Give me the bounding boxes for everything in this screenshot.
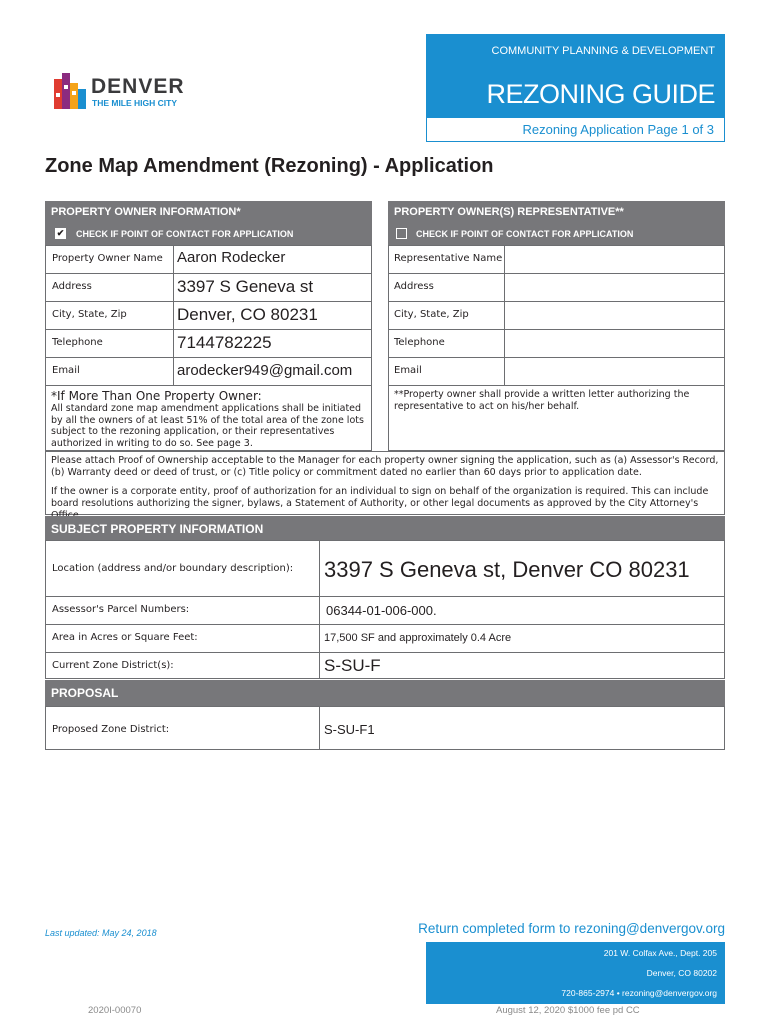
parcel-field[interactable]: 06344-01-006-000.: [326, 603, 437, 618]
rep-email-field[interactable]: [508, 361, 720, 381]
rep-city-field[interactable]: [508, 305, 720, 325]
owner-address-label: Address: [52, 281, 92, 292]
owner-name-label: Property Owner Name: [52, 253, 163, 264]
rep-address-field[interactable]: [508, 277, 720, 297]
proposed-zone-label: Proposed Zone District:: [52, 724, 170, 735]
rep-header: [388, 201, 725, 245]
owner-city-field[interactable]: Denver, CO 80231: [177, 305, 318, 324]
rep-phone-field[interactable]: [508, 333, 720, 353]
proposal-heading: PROPOSAL: [51, 686, 119, 700]
subject-heading: SUBJECT PROPERTY INFORMATION: [51, 522, 264, 536]
proposed-zone-field[interactable]: S-SU-F1: [324, 722, 375, 737]
footer-address-2: Denver, CO 80202: [646, 968, 717, 978]
owner-heading: PROPERTY OWNER INFORMATION*: [51, 206, 241, 218]
owner-city-label: City, State, Zip: [52, 309, 127, 320]
current-zone-label: Current Zone District(s):: [52, 660, 174, 671]
owner-email-label: Email: [52, 365, 80, 376]
rep-heading: PROPERTY OWNER(S) REPRESENTATIVE**: [394, 206, 624, 218]
ownership-note-2: If the owner is a corporate entity, proof of authorization for an individual to sign on behalf of the organization is required. This can include board resolutions authorizing the signer, bylaws, a Statement of Authority, or other legal documents as approved by the City Attorney's: [51, 486, 709, 509]
proposal-header: [45, 680, 725, 706]
rep-note: **Property owner shall provide a written letter authorizing the representative to act on his/her behalf.: [394, 389, 690, 412]
owner-note-title: *If More Than One Property Owner:: [51, 389, 262, 403]
rep-name-label: Representative Name: [394, 253, 503, 264]
rep-name-field[interactable]: [508, 249, 720, 269]
case-number: 2020I-00070: [88, 1005, 142, 1016]
area-field[interactable]: 17,500 SF and approximately 0.4 Acre: [324, 632, 512, 644]
page-title: Zone Map Amendment (Rezoning) - Application: [45, 155, 494, 177]
footer-contact-block: [426, 942, 725, 1004]
owner-name-field[interactable]: Aaron Rodecker: [177, 249, 286, 266]
fee-stamp: August 12, 2020 $1000 fee pd CC: [496, 1005, 640, 1016]
dept-banner: [426, 34, 725, 117]
rep-address-label: Address: [394, 281, 434, 292]
owner-phone-field[interactable]: 7144782225: [177, 333, 272, 352]
denver-logo-icon: [54, 73, 88, 111]
footer-address-1: 201 W. Colfax Ave., Dept. 205: [603, 948, 717, 958]
denver-logo: [54, 73, 194, 113]
guide-title: REZONING GUIDE: [486, 79, 715, 109]
last-updated: Last updated: May 24, 2018: [45, 928, 157, 938]
logo-tagline-text: THE MILE HIGH CITY: [92, 98, 177, 108]
owner-phone-label: Telephone: [52, 337, 103, 348]
rep-contact-checkbox[interactable]: [396, 228, 407, 239]
location-field[interactable]: 3397 S Geneva st, Denver CO 80231: [324, 557, 690, 582]
location-label: Location (address and/or boundary description):: [52, 563, 294, 574]
dept-name: COMMUNITY PLANNING & DEVELOPMENT: [491, 45, 715, 57]
owner-header: [45, 201, 372, 245]
return-instruction: Return completed form to rezoning@denvergov.org: [418, 921, 725, 936]
subject-header: [45, 516, 725, 540]
owner-email-field[interactable]: arodecker949@gmail.com: [177, 362, 353, 379]
area-label: Area in Acres or Square Feet:: [52, 632, 198, 643]
rep-city-label: City, State, Zip: [394, 309, 469, 320]
parcel-label: Assessor's Parcel Numbers:: [52, 604, 190, 615]
rep-phone-label: Telephone: [394, 337, 445, 348]
page-info: Rezoning Application Page 1 of 3: [522, 122, 714, 137]
ownership-note-1: Please attach Proof of Ownership acceptable to the Manager for each property owner signing the application, such as (a) Assessor's Record, (b) Warranty deed or deed of trust, or (c) Title policy or commitment dated no earlier than 60 days prior to application date.: [51, 455, 719, 478]
page-info-box: [426, 117, 725, 142]
owner-contact-checkbox[interactable]: ✔: [56, 228, 65, 238]
footer-address-3: 720-865-2974 • rezoning@denvergov.org: [561, 988, 717, 998]
owner-contact-label: CHECK IF POINT OF CONTACT FOR APPLICATION: [76, 229, 294, 239]
rep-contact-label: CHECK IF POINT OF CONTACT FOR APPLICATION: [416, 229, 634, 239]
owner-note-body: All standard zone map amendment applications shall be initiated by all the owners of at least 51% of the total area of the zone lots subject to the rezoning application, or their representatives authorized in writing to do so. See page 3.: [51, 403, 364, 449]
owner-address-field[interactable]: 3397 S Geneva st: [177, 277, 314, 296]
rep-email-label: Email: [394, 365, 422, 376]
current-zone-field[interactable]: S-SU-F: [324, 656, 381, 675]
logo-city-text: DENVER: [91, 75, 185, 98]
